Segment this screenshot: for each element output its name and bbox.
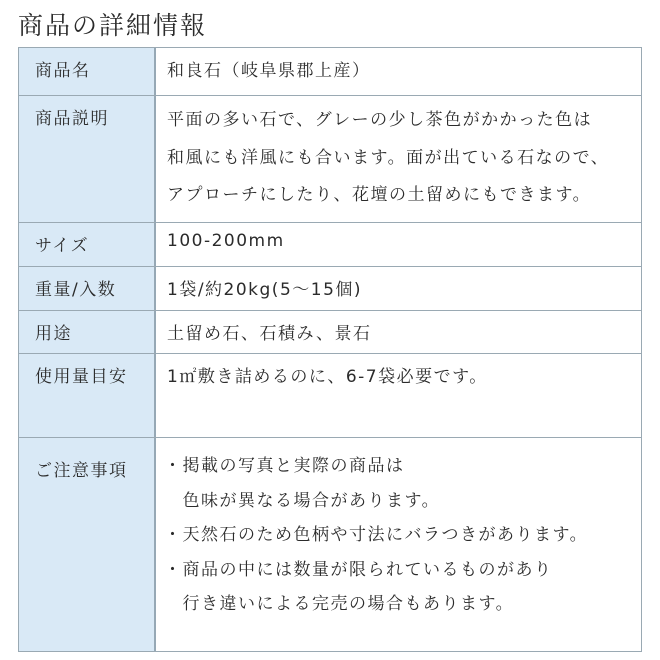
note-line: ・天然石のため色柄や寸法にバラつきがあります。 — [164, 525, 589, 545]
row-amount — [19, 354, 641, 438]
page-title: 商品の詳細情報 — [18, 11, 208, 40]
row-product-name — [19, 48, 641, 96]
value-notes — [164, 456, 637, 629]
description-line: 和風にも洋風にも合います。面が出ている石なので、 — [167, 147, 610, 168]
row-usage — [19, 311, 641, 354]
value-size: 100-200mm — [167, 231, 285, 251]
value-description — [167, 110, 637, 223]
value-amount: 1㎡敷き詰めるのに、6-7袋必要です。 — [167, 367, 488, 387]
note-line: ・掲載の写真と実際の商品は — [164, 456, 405, 476]
label-description: 商品説明 — [19, 96, 156, 222]
row-weight — [19, 267, 641, 311]
label-notes: ご注意事項 — [19, 438, 156, 651]
value-weight: 1袋/約20kg(5～15個) — [167, 280, 363, 300]
value-usage: 土留め石、石積み、景石 — [167, 324, 372, 344]
note-line: 行き違いによる完売の場合もあります。 — [164, 594, 515, 614]
label-usage: 用途 — [19, 311, 156, 353]
description-line: 平面の多い石で、グレーの少し茶色がかかった色は — [167, 110, 593, 130]
product-details-table — [18, 47, 642, 652]
value-product-name: 和良石（岐阜県郡上産） — [167, 61, 371, 81]
note-line: 色味が異なる場合があります。 — [164, 490, 441, 511]
description-line: アプローチにしたり、花壇の土留めにもできます。 — [167, 185, 592, 205]
label-size: サイズ — [19, 223, 156, 266]
label-weight: 重量/入数 — [19, 267, 156, 310]
row-size — [19, 223, 641, 267]
label-amount: 使用量目安 — [19, 354, 156, 437]
label-product-name: 商品名 — [19, 48, 156, 95]
row-description — [19, 96, 641, 223]
note-line: ・商品の中には数量が限られているものがあり — [164, 559, 553, 580]
row-notes — [19, 438, 641, 651]
